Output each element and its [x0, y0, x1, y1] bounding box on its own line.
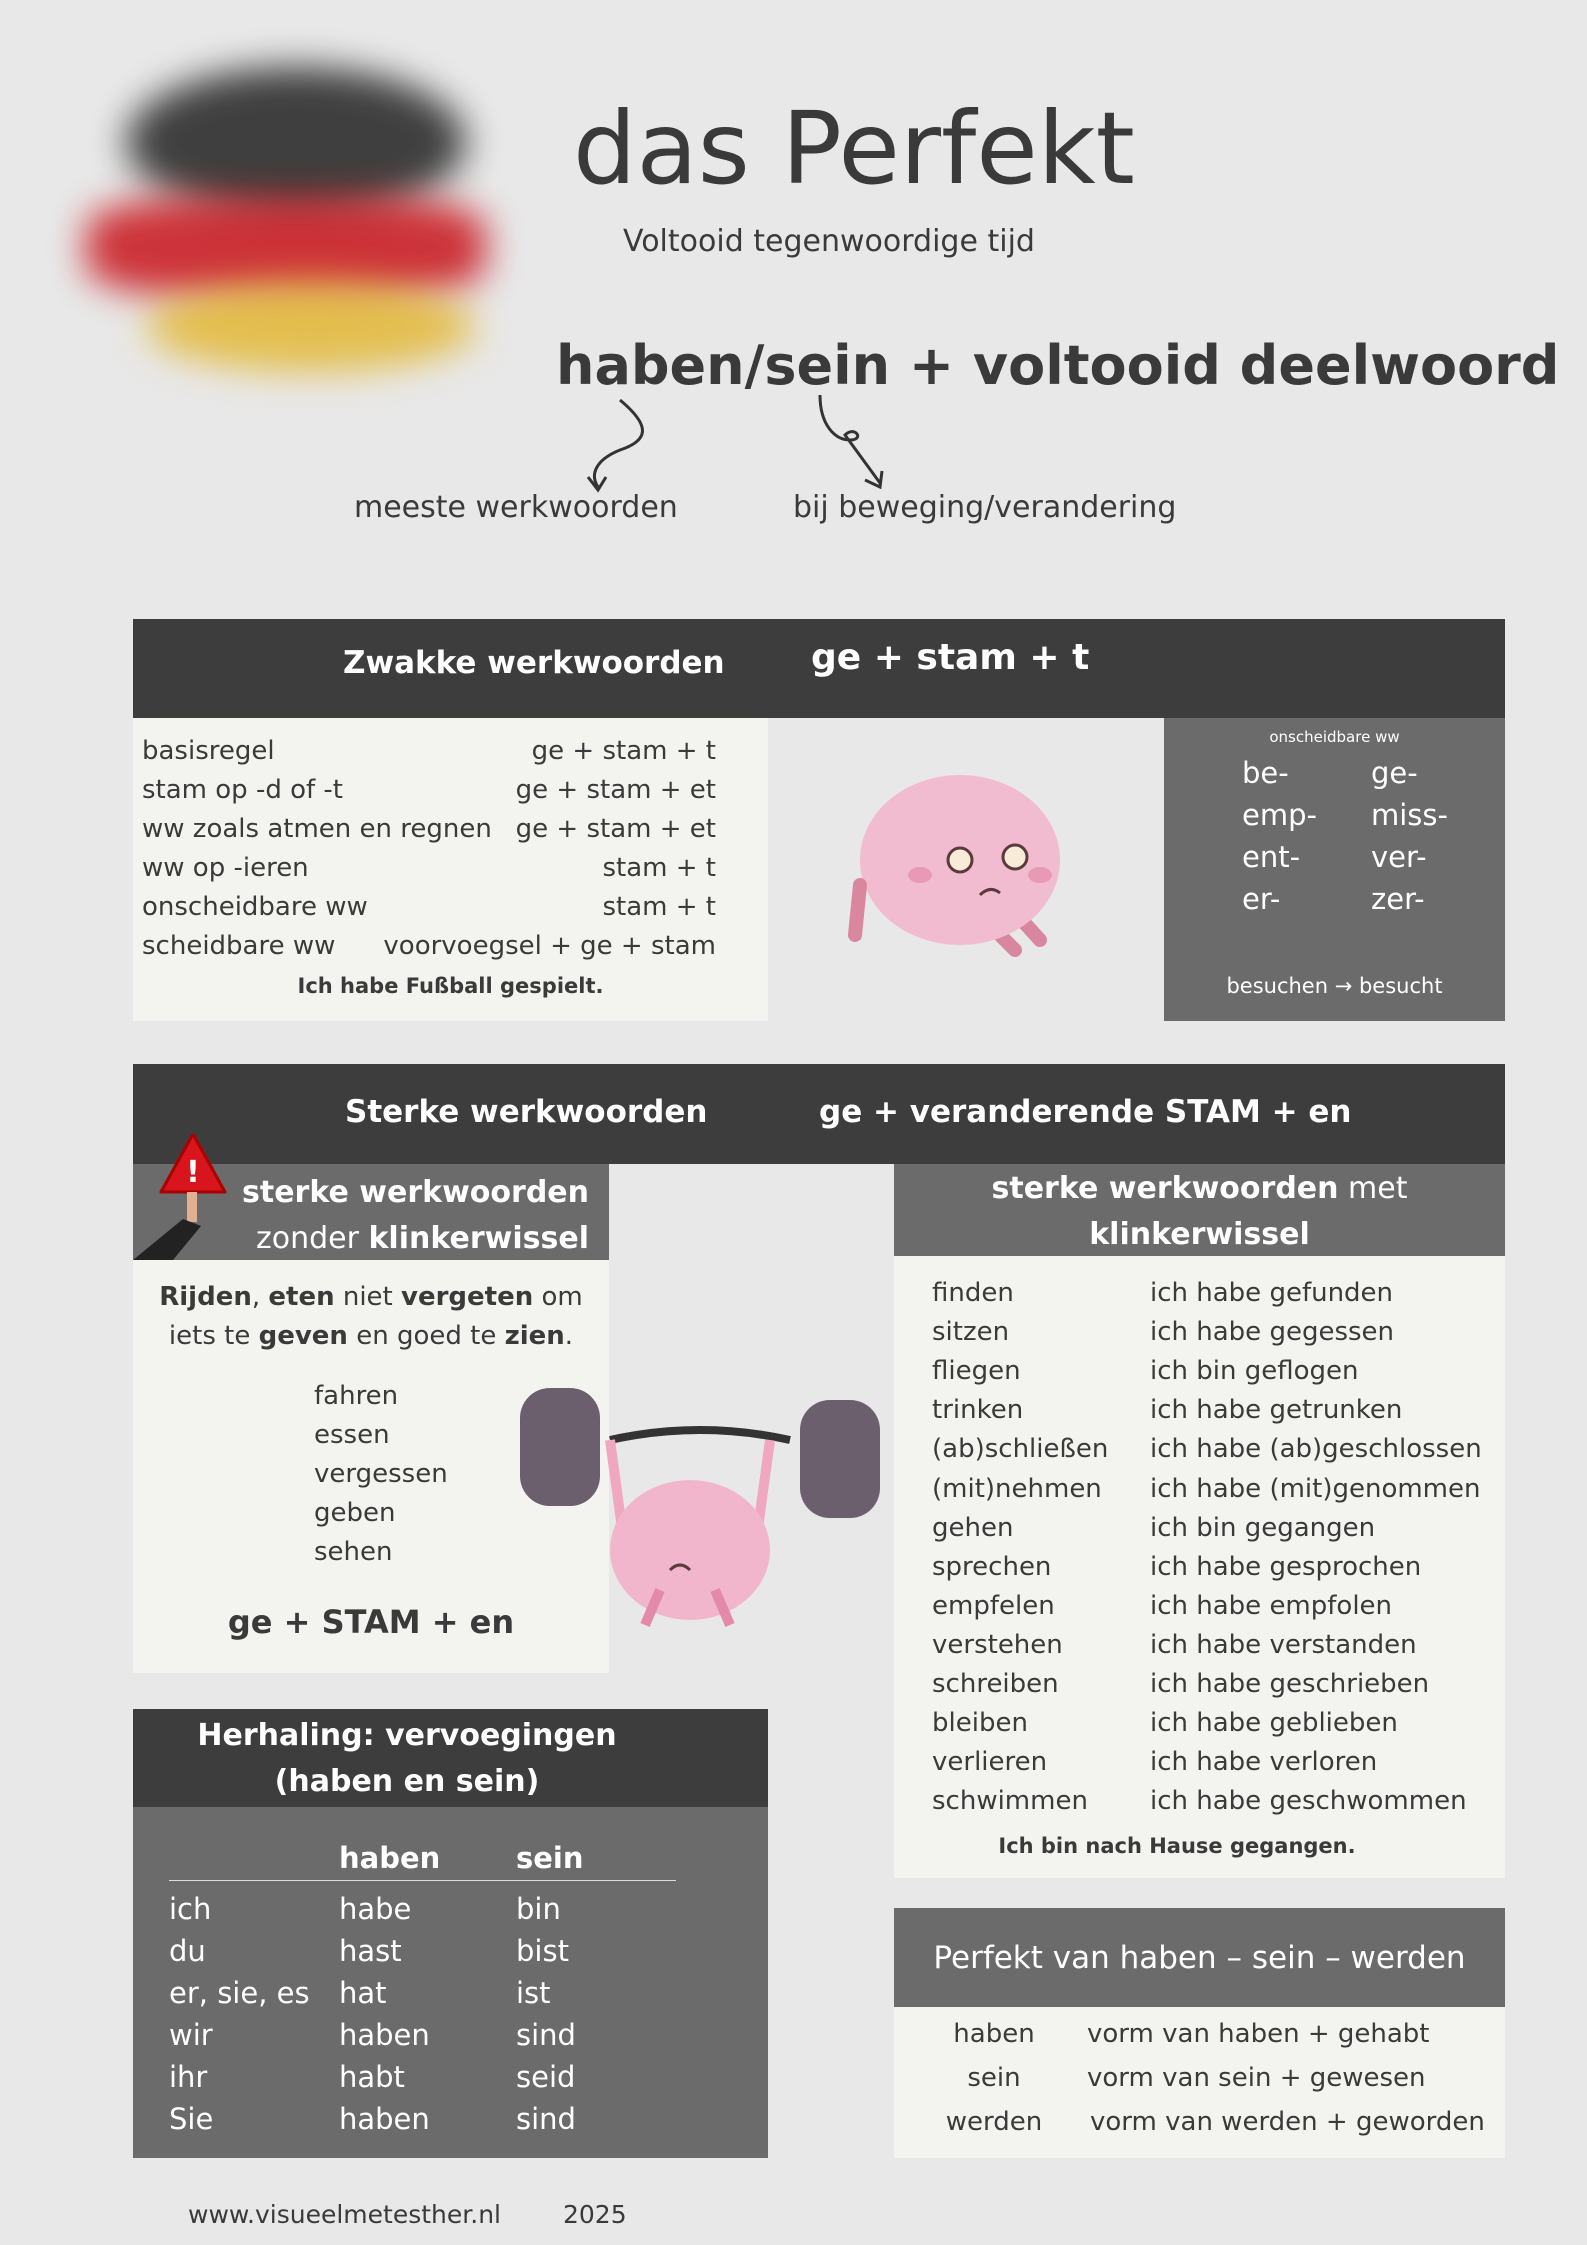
weak-formula: ge + stam + t	[811, 637, 1090, 678]
conjugation-cell: ihr	[169, 2060, 208, 2094]
mnemonic-word: iets te	[168, 1321, 259, 1351]
weak-rule-label: onscheidbare ww	[142, 892, 368, 922]
with-example: Ich bin nach Hause gegangen.	[998, 1834, 1356, 1858]
arrows-icon	[580, 395, 900, 495]
weak-rule-formula: ge + stam + et	[515, 775, 716, 805]
weak-rule-label: stam op -d of -t	[142, 775, 343, 805]
strong-verb: fahren	[314, 1381, 399, 1411]
strong-verb-perfekt: ich habe geblieben	[1150, 1708, 1398, 1739]
strong-verb-perfekt: ich bin gegangen	[1150, 1512, 1376, 1543]
weak-rule-label: scheidbare ww	[142, 931, 336, 961]
strong-verb-perfekt: ich habe verstanden	[1150, 1629, 1417, 1660]
review-title-1: Herhaling: vervoegingen	[197, 1718, 617, 1753]
perfekt-header	[894, 1908, 1505, 2007]
strong-verb: sehen	[314, 1537, 393, 1567]
page-title: das Perfekt	[573, 90, 1135, 207]
perfekt-verb: werden	[945, 2107, 1043, 2137]
weak-header	[133, 619, 1505, 718]
conjugation-cell: habe	[339, 1892, 412, 1926]
weak-rule-formula: stam + t	[602, 892, 716, 922]
with-title-2: met	[1338, 1171, 1408, 1206]
strong-verb-infinitive: schreiben	[932, 1669, 1059, 1699]
without-title-2: zonder	[255, 1221, 369, 1256]
strong-verb: vergessen	[314, 1459, 448, 1489]
bored-brain-illustration	[840, 765, 1100, 965]
with-box	[894, 1256, 1505, 1878]
review-table	[133, 1807, 768, 2158]
conjugation-cell: du	[169, 1934, 206, 1968]
col-header-haben: haben	[339, 1841, 441, 1875]
weak-rule-formula: stam + t	[602, 853, 716, 883]
conjugation-cell: Sie	[169, 2102, 214, 2136]
strong-verb-infinitive: (mit)nehmen	[932, 1473, 1102, 1504]
conjugation-cell: sind	[516, 2018, 576, 2052]
strong-verb: essen	[314, 1420, 390, 1450]
perfekt-verb: sein	[967, 2063, 1021, 2093]
conjugation-cell: er, sie, es	[169, 1976, 310, 2010]
without-title-1: sterke werkwoorden	[242, 1175, 589, 1210]
col-header-sein: sein	[516, 1841, 584, 1875]
weak-rule-formula: ge + stam + et	[515, 814, 716, 844]
strong-verb: geben	[314, 1498, 396, 1528]
mnemonic-word: eten	[268, 1282, 335, 1312]
conjugation-cell: wir	[169, 2018, 213, 2052]
prefix: er-	[1242, 882, 1281, 916]
strong-verb-infinitive: finden	[932, 1278, 1014, 1308]
with-header	[894, 1164, 1505, 1256]
perfekt-verb: haben	[953, 2019, 1035, 2049]
strong-verb-perfekt: ich habe geschrieben	[1150, 1669, 1430, 1699]
strong-verb-perfekt: ich habe verloren	[1150, 1747, 1378, 1778]
strong-verb-perfekt: ich bin geflogen	[1150, 1356, 1359, 1387]
strong-verb-infinitive: fliegen	[932, 1356, 1021, 1387]
conjugation-cell: sind	[516, 2102, 576, 2136]
svg-text:!: !	[186, 1155, 200, 1190]
prefix: ent-	[1242, 840, 1301, 874]
inseparable-box	[1164, 718, 1505, 1021]
mnemonic-word: en goed te	[347, 1321, 505, 1351]
footer-website[interactable]: www.visueelmetesther.nl	[188, 2200, 502, 2229]
strong-verb-perfekt: ich habe empfolen	[1150, 1590, 1393, 1621]
with-title-3: klinkerwissel	[1089, 1217, 1310, 1252]
perfekt-form: vorm van sein + gewesen	[1087, 2063, 1426, 2093]
perfekt-form: vorm van werden + geworden	[1090, 2107, 1485, 2137]
conjugation-cell: ist	[516, 1976, 551, 2010]
mnemonic-word: om	[533, 1282, 583, 1312]
mnemonic-word: ,	[251, 1282, 269, 1312]
strong-verb-infinitive: sprechen	[932, 1551, 1052, 1582]
strong-verb-perfekt: ich habe gesprochen	[1150, 1551, 1422, 1582]
strong-verb-perfekt: ich habe gegessen	[1150, 1317, 1395, 1348]
conjugation-cell: haben	[339, 2018, 430, 2052]
perfekt-form: vorm van haben + gehabt	[1087, 2019, 1430, 2049]
page-subtitle: Voltooid tegenwoordige tijd	[623, 224, 1035, 259]
review-title-2: (haben en sein)	[274, 1764, 540, 1799]
mnemonic-word: zien	[504, 1321, 565, 1351]
strong-verb-infinitive: gehen	[932, 1512, 1014, 1543]
strong-verb-infinitive: verstehen	[932, 1629, 1063, 1660]
prefix: zer-	[1371, 882, 1425, 916]
note-sein: bij beweging/verandering	[793, 490, 1177, 525]
mnemonic-word: Rijden	[159, 1282, 252, 1312]
with-title-1: sterke werkwoorden	[991, 1171, 1339, 1206]
review-header	[133, 1709, 768, 1807]
weak-rules	[133, 718, 768, 1021]
mnemonic-word: .	[564, 1321, 574, 1351]
weak-example: Ich habe Fußball gespielt.	[297, 974, 604, 998]
strong-header	[133, 1064, 1505, 1164]
conjugation-cell: bist	[516, 1934, 569, 1968]
strong-verb-perfekt: ich habe geschwommen	[1150, 1786, 1467, 1817]
strong-verb-infinitive: (ab)schließen	[932, 1434, 1109, 1465]
weak-rule-formula: ge + stam + t	[531, 736, 716, 766]
strong-formula: ge + veranderende STAM + en	[819, 1094, 1352, 1130]
without-formula: ge + STAM + en	[227, 1603, 515, 1641]
strong-verb-infinitive: schwimmen	[932, 1786, 1088, 1817]
strong-verb-infinitive: bleiben	[932, 1708, 1028, 1739]
conjugation-cell: bin	[516, 1892, 561, 1926]
without-header	[133, 1155, 609, 1260]
prefix: miss-	[1371, 798, 1448, 832]
strong-verb-infinitive: empfelen	[932, 1590, 1055, 1621]
mnemonic-word: niet	[334, 1282, 402, 1312]
strong-verb-perfekt: ich habe (mit)genommen	[1150, 1473, 1481, 1504]
weak-rule-label: basisregel	[142, 736, 275, 766]
strong-verb-perfekt: ich habe getrunken	[1150, 1395, 1403, 1426]
strong-verb-infinitive: trinken	[932, 1395, 1024, 1426]
prefix: ver-	[1371, 840, 1427, 874]
weak-rule-label: ww op -ieren	[142, 853, 309, 883]
german-flag-smudge	[86, 57, 506, 397]
without-title-3: klinkerwissel	[368, 1221, 589, 1256]
prefix: emp-	[1242, 798, 1317, 832]
note-haben: meeste werkwoorden	[354, 490, 678, 525]
header-divider	[169, 1880, 676, 1881]
conjugation-cell: hat	[339, 1976, 387, 2010]
strong-verb-perfekt: ich habe gefunden	[1150, 1278, 1394, 1308]
conjugation-cell: haben	[339, 2102, 430, 2136]
strong-verb-perfekt: ich habe (ab)geschlossen	[1150, 1434, 1482, 1465]
main-formula: haben/sein + voltooid deelwoord	[556, 334, 1560, 397]
strong-verb-infinitive: sitzen	[932, 1317, 1010, 1348]
conjugation-cell: habt	[339, 2060, 405, 2094]
weightlifting-brain-illustration	[510, 1380, 890, 1640]
perfekt-title: Perfekt van haben – sein – werden	[933, 1940, 1466, 1976]
strong-title: Sterke werkwoorden	[345, 1094, 708, 1130]
conjugation-cell: hast	[339, 1934, 402, 1968]
inseparable-example: besuchen → besucht	[1226, 974, 1443, 998]
conjugation-cell: ich	[169, 1892, 212, 1926]
warning-sign-icon	[133, 1134, 233, 1260]
weak-rule-formula: voorvoegsel + ge + stam	[383, 931, 716, 961]
mnemonic-word: vergeten	[401, 1282, 534, 1312]
weak-rule-label: ww zoals atmen en regnen	[142, 814, 492, 844]
inseparable-label: onscheidbare ww	[1269, 728, 1400, 746]
prefix: be-	[1242, 756, 1289, 790]
prefix: ge-	[1371, 756, 1418, 790]
conjugation-cell: seid	[516, 2060, 576, 2094]
weak-title: Zwakke werkwoorden	[343, 645, 725, 681]
mnemonic-word: geven	[258, 1321, 348, 1351]
footer-year: 2025	[563, 2200, 627, 2229]
strong-verb-infinitive: verlieren	[932, 1747, 1048, 1778]
perfekt-box	[894, 2007, 1505, 2158]
